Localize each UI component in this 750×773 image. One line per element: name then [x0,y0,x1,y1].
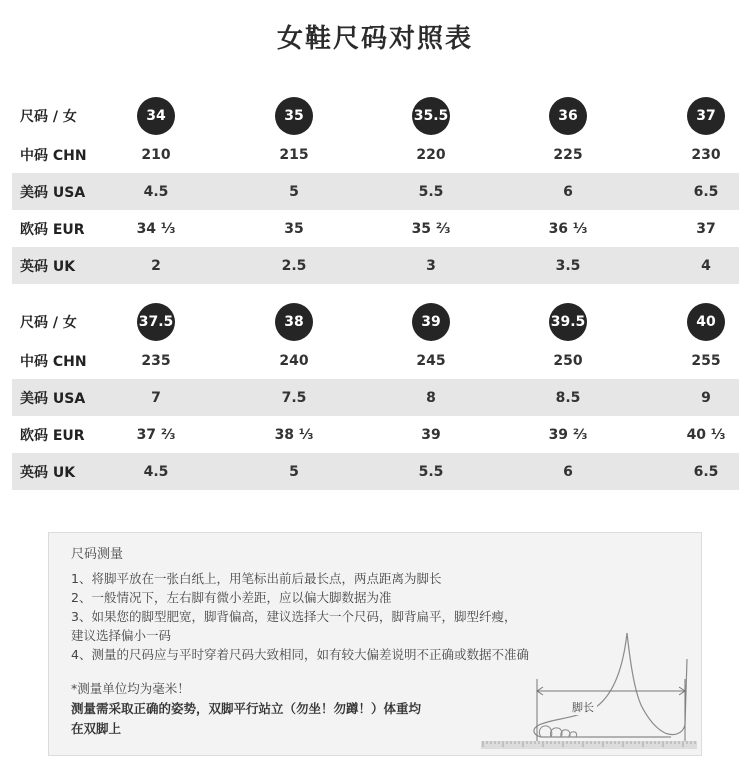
table-cell: 8.5 [555,389,581,406]
table-cell: 245 [416,352,446,369]
foot-measure-illustration [481,629,697,751]
table-cell: 220 [416,146,446,163]
row-label: 英码 UK [20,464,76,481]
row-label: 中码 CHN [20,147,87,164]
size-badge: 34 [137,97,175,135]
size-badge: 37 [687,97,725,135]
row-label: 美码 USA [20,390,86,407]
table-row-usa [12,379,739,416]
table-cell: 5 [289,183,299,200]
table-cell: 215 [279,146,309,163]
table-cell: 250 [553,352,583,369]
table-cell: 2.5 [281,257,307,274]
table-cell: 40 ⅓ [686,426,726,443]
table-cell: 36 ⅓ [548,220,588,237]
table-row-uk [12,247,739,284]
measurement-guide [48,532,702,756]
guide-heading: 尺码测量 [71,547,124,562]
table-cell: 7.5 [281,389,307,406]
table-cell: 6.5 [693,183,719,200]
size-badge: 37.5 [137,303,175,341]
size-badge: 39 [412,303,450,341]
table-cell: 225 [553,146,583,163]
table-cell: 210 [141,146,171,163]
size-table-2 [12,302,739,490]
table-cell: 7 [151,389,161,406]
table-row-chn [12,136,739,173]
size-badge: 39.5 [549,303,587,341]
table-cell: 5.5 [418,183,444,200]
size-badge: 40 [687,303,725,341]
table-row-uk [12,453,739,490]
table-cell: 35 [284,220,304,237]
guide-step: 2、一般情况下，左右脚有微小差距，应以偏大脚数据为准 [71,590,392,605]
size-header-row [12,96,739,136]
guide-note [71,679,421,739]
table-cell: 39 ⅔ [548,426,588,443]
size-badge: 35 [275,97,313,135]
table-cell: 37 ⅔ [136,426,176,443]
page-title: 女鞋尺码对照表 [276,24,473,54]
guide-note-line: 在双脚上 [71,721,122,736]
table-cell: 3.5 [555,257,581,274]
row-label: 中码 CHN [20,353,87,370]
table-cell: 3 [426,257,436,274]
table-cell: 5.5 [418,463,444,480]
table-row-chn [12,342,739,379]
guide-step: 1、将脚平放在一张白纸上，用笔标出前后最长点，两点距离为脚长 [71,571,442,586]
table-cell: 255 [691,352,721,369]
table-cell: 8 [426,389,436,406]
table-cell: 6 [563,463,573,480]
size-table-1 [12,96,739,284]
table-cell: 6 [563,183,573,200]
guide-step: 建议选择偏小一码 [71,628,172,643]
size-badge: 36 [549,97,587,135]
row-label: 英码 UK [20,258,76,275]
row-label: 美码 USA [20,184,86,201]
size-badge: 35.5 [412,97,450,135]
table-cell: 4.5 [143,463,169,480]
table-cell: 230 [691,146,721,163]
table-cell: 34 ⅓ [136,220,176,237]
table-cell: 35 ⅔ [411,220,451,237]
table-cell: 240 [279,352,309,369]
guide-note-line: *测量单位均为毫米！ [71,681,190,696]
size-badge: 38 [275,303,313,341]
table-row-eur [12,416,739,453]
table-cell: 235 [141,352,171,369]
guide-step: 4、测量的尺码应与平时穿着尺码大致相同，如有较大偏差说明不正确或数据不准确 [71,647,529,662]
foot-length-label: 脚长 [569,699,597,715]
guide-steps [71,569,529,664]
row-label: 尺码 / 女 [20,109,77,125]
table-cell: 5 [289,463,299,480]
table-cell: 4 [701,257,711,274]
table-cell: 2 [151,257,161,274]
row-label: 欧码 EUR [20,427,85,444]
table-row-eur [12,210,739,247]
table-cell: 4.5 [143,183,169,200]
table-cell: 37 [696,220,716,237]
guide-step: 3、如果您的脚型肥宽，脚背偏高，建议选择大一个尺码，脚背扁平，脚型纤瘦， [71,609,517,624]
table-row-usa [12,173,739,210]
table-cell: 6.5 [693,463,719,480]
table-cell: 39 [421,426,441,443]
row-label: 欧码 EUR [20,221,85,238]
table-cell: 9 [701,389,711,406]
row-label: 尺码 / 女 [20,315,77,331]
size-header-row [12,302,739,342]
guide-note-line: 测量需采取正确的姿势，双脚平行站立（勿坐！勿蹲！）体重均 [71,701,422,716]
table-cell: 38 ⅓ [274,426,314,443]
